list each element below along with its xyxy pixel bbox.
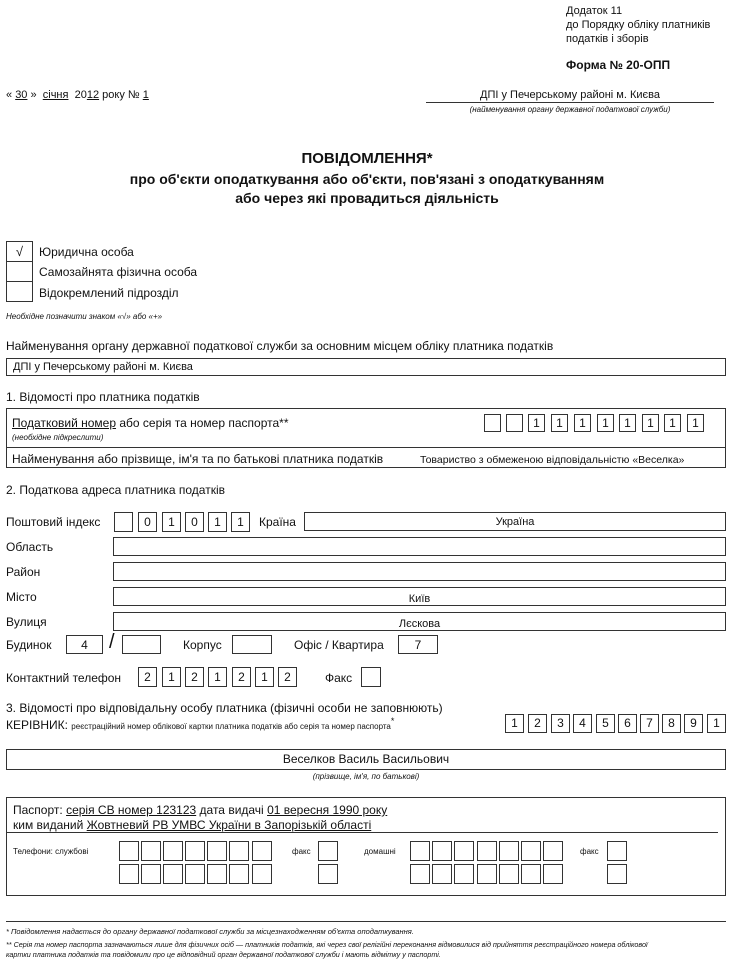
tax-number-cell[interactable] bbox=[484, 414, 501, 432]
home-phone-cell[interactable] bbox=[432, 864, 452, 884]
phone-cell[interactable]: 2 bbox=[278, 667, 297, 687]
head-label: КЕРІВНИК: bbox=[6, 718, 68, 732]
tax-number-label-underlined: Податковий номер bbox=[12, 416, 117, 430]
phone-cell[interactable]: 2 bbox=[232, 667, 251, 687]
reg-number-cell[interactable]: 7 bbox=[640, 714, 659, 733]
label-self-employed: Самозайнята фізична особа bbox=[39, 265, 198, 279]
annex-line-2: до Порядку обліку платників bbox=[566, 19, 711, 31]
building-label: Корпус bbox=[183, 638, 222, 652]
postal-cell[interactable]: 1 bbox=[162, 512, 181, 532]
country-field[interactable]: Україна bbox=[304, 512, 726, 531]
title-line-3: або через які провадиться діяльність bbox=[235, 190, 499, 206]
home-phone-cell[interactable] bbox=[521, 841, 541, 861]
tax-number-cell[interactable] bbox=[506, 414, 523, 432]
work-phone-cell[interactable] bbox=[229, 841, 249, 861]
home-phone-cell[interactable] bbox=[410, 841, 430, 861]
footnote-divider bbox=[6, 921, 726, 922]
label-separate-unit: Відокремлений підрозділ bbox=[39, 286, 179, 300]
home-phone-cell[interactable] bbox=[521, 864, 541, 884]
annex-line-3: податків і зборів bbox=[566, 33, 649, 45]
date-line bbox=[6, 89, 149, 101]
city-label: Місто bbox=[6, 590, 37, 604]
footnote-2a: ** Серія та номер паспорта зазначаються лише для фізичних осіб — платників податків, які через свої релігійні переконання відмовилися від прийняття реєстраційного номера облікової bbox=[6, 940, 648, 949]
work-phone-cell[interactable] bbox=[141, 864, 161, 884]
title-main: ПОВІДОМЛЕННЯ* bbox=[301, 150, 433, 167]
section2-title: 2. Податкова адреса платника податків bbox=[6, 483, 225, 497]
checkbox-self-employed[interactable] bbox=[6, 261, 33, 282]
authority-underline bbox=[426, 102, 714, 103]
date-day: 30 bbox=[15, 89, 28, 101]
phone-cell[interactable]: 1 bbox=[208, 667, 227, 687]
reg-number-cell[interactable]: 8 bbox=[662, 714, 681, 733]
home-fax-label: факс bbox=[580, 847, 599, 856]
head-note: реєстраційний номер облікової картки платника податків або серія та номер паспорта bbox=[71, 722, 391, 731]
postal-cell[interactable]: 1 bbox=[231, 512, 250, 532]
phone-cell[interactable]: 2 bbox=[185, 667, 204, 687]
work-phone-cell[interactable] bbox=[163, 841, 183, 861]
work-phone-cell[interactable] bbox=[252, 864, 272, 884]
district-label: Район bbox=[6, 565, 41, 579]
building-field[interactable] bbox=[232, 635, 272, 654]
postal-label: Поштовий індекс bbox=[6, 515, 101, 529]
work-phone-cell[interactable] bbox=[119, 841, 139, 861]
house-label: Будинок bbox=[6, 638, 52, 652]
home-phone-cell[interactable] bbox=[543, 864, 563, 884]
issued-by-line bbox=[13, 818, 371, 832]
street-label: Вулиця bbox=[6, 615, 47, 629]
tax-number-cell[interactable]: 1 bbox=[551, 414, 568, 432]
reg-number-cell[interactable]: 4 bbox=[573, 714, 592, 733]
work-phones-label: Телефони: службові bbox=[13, 847, 89, 856]
work-fax-label: факс bbox=[292, 847, 311, 856]
footnote-1: * Повідомлення надається до органу державної податкової служби за місцезнаходженням об'єкта оподаткування. bbox=[6, 927, 414, 936]
annex-block bbox=[566, 4, 710, 46]
home-fax-cell[interactable] bbox=[607, 864, 627, 884]
tax-number-note: (необхідне підкреслити) bbox=[12, 433, 104, 442]
home-phone-cell[interactable] bbox=[499, 841, 519, 861]
work-fax-cell[interactable] bbox=[318, 864, 338, 884]
date-month: січня bbox=[42, 89, 69, 101]
house-separator: / bbox=[109, 631, 115, 653]
head-star: * bbox=[390, 716, 395, 726]
work-phone-cell[interactable] bbox=[229, 864, 249, 884]
home-fax-cell[interactable] bbox=[607, 841, 627, 861]
work-fax-cell[interactable] bbox=[318, 841, 338, 861]
main-authority-label: Найменування органу державної податкової служби за основним місцем обліку платника податків bbox=[6, 339, 554, 353]
section1-title: 1. Відомості про платника податків bbox=[6, 390, 200, 404]
passport-line bbox=[13, 803, 387, 817]
issue-date: 01 вересня 1990 року bbox=[267, 803, 388, 817]
date-quote-close: » bbox=[30, 89, 37, 101]
postal-cell[interactable]: 0 bbox=[185, 512, 204, 532]
doc-number: 1 bbox=[142, 89, 149, 101]
work-phone-cell[interactable] bbox=[163, 864, 183, 884]
reg-number-cell[interactable]: 9 bbox=[684, 714, 703, 733]
home-phone-cell[interactable] bbox=[410, 864, 430, 884]
tax-number-cell[interactable]: 1 bbox=[574, 414, 591, 432]
head-line bbox=[6, 716, 394, 732]
footnote-2b: картки платника податків та повідомили про це відповідний орган державної податкової служби і мають відмітку у паспорті. bbox=[6, 950, 441, 959]
home-phones-label: домашні bbox=[364, 847, 396, 856]
date-quote-open: « bbox=[6, 89, 13, 101]
authority-caption: (найменування органу державної податкової служби) bbox=[469, 105, 671, 114]
tax-number-cell[interactable]: 1 bbox=[528, 414, 545, 432]
reg-number-cell[interactable]: 3 bbox=[551, 714, 570, 733]
work-phone-cell[interactable] bbox=[185, 841, 205, 861]
reg-number-cell[interactable]: 1 bbox=[505, 714, 524, 733]
checkbox-separate-unit[interactable] bbox=[6, 281, 33, 302]
street-field[interactable]: Лєскова bbox=[113, 612, 726, 631]
phone-label: Контактний телефон bbox=[6, 671, 122, 685]
postal-cell[interactable]: 0 bbox=[138, 512, 157, 532]
full-name-field[interactable]: Веселков Василь Васильович bbox=[6, 749, 726, 770]
home-phone-cell[interactable] bbox=[454, 841, 474, 861]
home-phone-cell[interactable] bbox=[477, 841, 497, 861]
tax-number-cell[interactable]: 1 bbox=[619, 414, 636, 432]
tax-number-cell[interactable]: 1 bbox=[687, 414, 704, 432]
tax-number-cell[interactable]: 1 bbox=[597, 414, 614, 432]
work-phone-cell[interactable] bbox=[141, 841, 161, 861]
full-name-caption: (прізвище, ім'я, по батькові) bbox=[312, 772, 420, 781]
work-phone-cell[interactable] bbox=[185, 864, 205, 884]
tax-number-label bbox=[12, 416, 289, 430]
home-phone-cell[interactable] bbox=[543, 841, 563, 861]
tax-number-cell[interactable]: 1 bbox=[664, 414, 681, 432]
issue-label: дата видачі bbox=[199, 803, 264, 817]
title-line-2: про об'єкти оподаткування або об'єкти, пов'язані з оподаткуванням bbox=[129, 171, 605, 187]
work-phone-cell[interactable] bbox=[207, 841, 227, 861]
date-year-prefix: 20 bbox=[74, 89, 87, 101]
district-field[interactable] bbox=[113, 562, 726, 581]
home-phone-cell[interactable] bbox=[432, 841, 452, 861]
issued-by-value: Жовтневий РВ УМВС України в Запорізькій області bbox=[86, 818, 372, 832]
tax-number-cell[interactable]: 1 bbox=[642, 414, 659, 432]
home-phone-cell[interactable] bbox=[499, 864, 519, 884]
annex-line-1: Додаток 11 bbox=[566, 5, 623, 17]
postal-cell[interactable] bbox=[114, 512, 133, 532]
checkbox-legal-entity[interactable]: √ bbox=[6, 241, 33, 262]
passport-divider bbox=[6, 832, 718, 833]
work-phone-cell[interactable] bbox=[252, 841, 272, 861]
phone-cell[interactable]: 2 bbox=[138, 667, 157, 687]
reg-number-cell[interactable]: 6 bbox=[618, 714, 637, 733]
work-phone-cell[interactable] bbox=[207, 864, 227, 884]
label-legal-entity: Юридична особа bbox=[39, 245, 134, 259]
reg-number-cell[interactable]: 5 bbox=[596, 714, 615, 733]
region-field[interactable] bbox=[113, 537, 726, 556]
section3-title: 3. Відомості про відповідальну особу платника (фізичні особи не заповнюють) bbox=[6, 701, 443, 715]
entity-note: Необхідне позначити знаком «√» або «+» bbox=[6, 312, 163, 321]
tax-number-label-rest: або серія та номер паспорта** bbox=[119, 416, 289, 430]
section1-divider bbox=[6, 447, 726, 448]
date-suffix: року № bbox=[102, 89, 140, 101]
phone-cell[interactable]: 1 bbox=[162, 667, 181, 687]
form-number: Форма № 20-ОПП bbox=[566, 58, 671, 72]
postal-cell[interactable]: 1 bbox=[208, 512, 227, 532]
country-label: Країна bbox=[259, 515, 296, 529]
payer-name-value[interactable]: Товариство з обмеженою відповідальністю «Веселка» bbox=[420, 454, 685, 466]
phone-cell[interactable]: 1 bbox=[255, 667, 274, 687]
passport-label: Паспорт: bbox=[13, 803, 63, 817]
reg-number-cell[interactable]: 2 bbox=[528, 714, 547, 733]
passport-series: серія CB номер 123123 bbox=[66, 803, 197, 817]
issued-by-label: ким виданий bbox=[13, 818, 84, 832]
reg-number-cell[interactable]: 1 bbox=[707, 714, 726, 733]
main-authority-field[interactable]: ДПІ у Печерському районі м. Києва bbox=[6, 358, 726, 376]
work-phone-cell[interactable] bbox=[119, 864, 139, 884]
payer-name-label: Найменування або прізвище, ім'я та по батькові платника податків bbox=[12, 452, 384, 466]
office-field[interactable]: 7 bbox=[398, 635, 438, 654]
city-field[interactable]: Київ bbox=[113, 587, 726, 606]
home-phone-cell[interactable] bbox=[454, 864, 474, 884]
date-year-suffix: 12 bbox=[86, 89, 100, 101]
authority-name: ДПІ у Печерському районі м. Києва bbox=[480, 89, 660, 101]
fax-label: Факс bbox=[325, 671, 353, 685]
region-label: Область bbox=[6, 540, 54, 554]
house-fraction-field[interactable] bbox=[122, 635, 161, 654]
house-field[interactable]: 4 bbox=[66, 635, 103, 654]
home-phone-cell[interactable] bbox=[477, 864, 497, 884]
fax-field[interactable] bbox=[361, 667, 381, 687]
office-label: Офіс / Квартира bbox=[294, 638, 384, 652]
